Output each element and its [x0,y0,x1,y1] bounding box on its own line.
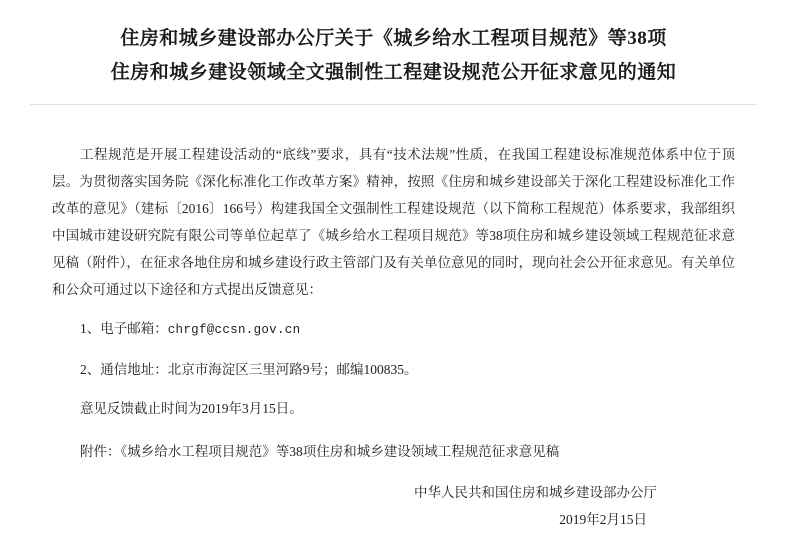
contact-email-item [52,315,735,344]
issue-date: 2019年2月15日 [559,512,647,527]
contact-email-value: chrgf@ccsn.gov.cn [167,323,301,337]
document-body [0,105,787,533]
title-line-1: 住房和城乡建设部办公厅关于《城乡给水工程项目规范》等38项 [120,28,667,49]
contact-address-value: 北京市海淀区三里河路9号；邮编100835。 [167,362,418,377]
contact-address-label: 2、通信地址： [80,362,168,377]
attachment-line: 附件：《城乡给水工程项目规范》等38项住房和城乡建设领域工程规范征求意见稿 [80,444,560,459]
contact-email-label: 1、电子邮箱： [80,321,168,336]
title-line-2: 住房和城乡建设领域全文强制性工程建设规范公开征求意见的通知 [110,62,677,83]
feedback-deadline: 意见反馈截止时间为2019年3月15日。 [80,401,303,416]
body-paragraph-1: 工程规范是开展工程建设活动的“底线”要求，具有“技术法规”性质，在我国工程建设标准规范体系中位于顶层。为贯彻落实国务院《深化标准化工作改革方案》精神，按照《住房和城乡建设部关于深化工程建设标准化工作改革的意见》（建标〔2016〕166号）构建我国全文强制性工程建设规范（以下简称工程规范）体系要求，我部组织中国城市建设研究院有限公司等单位起草了《城乡给水工程项目规范》等38项住房和城乡建设领域工程规范征求意见稿（附件），在征求各地住房和城乡建设行政主管部门及有关单位意见的同时，现向社会公开征求意见。有关单位和公众可通过以下途径和方式提出反馈意见： [52,147,735,297]
contact-address-item [52,356,735,383]
document-title [0,0,787,90]
signature-block [52,479,735,533]
issuing-authority: 中华人民共和国住房和城乡建设部办公厅 [414,485,657,500]
